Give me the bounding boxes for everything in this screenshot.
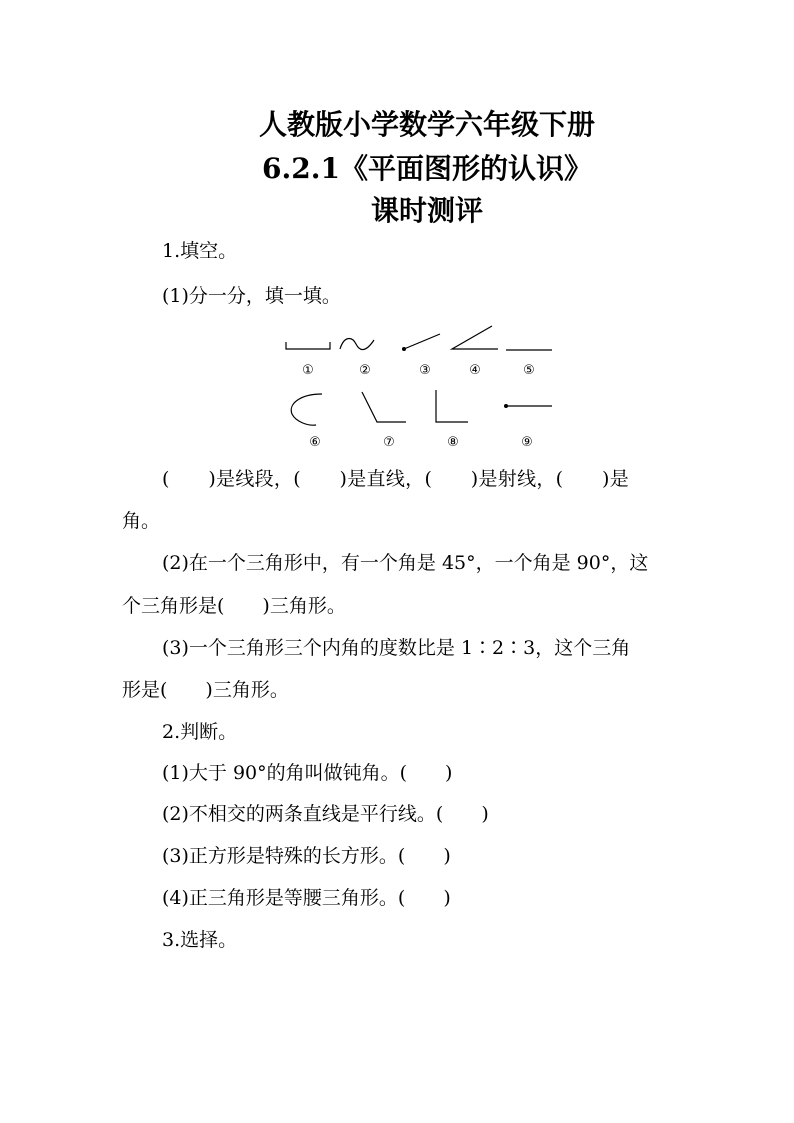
figure-label-3: ③ <box>419 363 431 378</box>
figure-dot-3 <box>402 347 406 351</box>
lesson-subtitle: 课时测评 <box>370 194 483 227</box>
q2-text: (2)在一个三角形中，有一个角是 45°，一个角是 90°，这 <box>162 552 649 574</box>
figure-label-9: ⑨ <box>521 435 533 450</box>
q1-blank-line: ( )是线段，( )是直线，( )是射线，( )是 <box>162 468 630 490</box>
document-title: 人教版小学数学六年级下册 <box>258 108 595 141</box>
figure-segment-1 <box>286 342 330 349</box>
figure-angle-7 <box>362 392 406 422</box>
q3-text-continued: 形是( )三角形。 <box>122 679 289 701</box>
judge-item-4: (4)正三角形是等腰三角形。( ) <box>162 887 451 909</box>
judge-item-3: (3)正方形是特殊的长方形。( ) <box>162 845 451 867</box>
section3-heading: 3.选择。 <box>162 929 238 951</box>
figure-ray-3 <box>404 334 440 349</box>
figure-dot-9 <box>504 404 508 408</box>
section1-heading: 1.填空。 <box>162 240 238 262</box>
figure-label-4: ④ <box>469 363 481 378</box>
judge-item-1: (1)大于 90°的角叫做钝角。( ) <box>162 762 453 784</box>
q1-prompt: (1)分一分，填一填。 <box>162 285 341 307</box>
judge-item-2: (2)不相交的两条直线是平行线。( ) <box>162 803 489 825</box>
figure-curve-2 <box>340 339 374 350</box>
q1-blank-line-continued: 角。 <box>122 510 161 532</box>
lesson-title: 6.2.1《平面图形的认识》 <box>262 152 592 185</box>
figure-label-5: ⑤ <box>523 363 535 378</box>
figure-angle-4 <box>452 326 498 349</box>
figure-label-7: ⑦ <box>383 435 395 450</box>
q2-text-continued: 个三角形是( )三角形。 <box>122 595 346 617</box>
geometry-figure <box>270 322 570 452</box>
section2-heading: 2.判断。 <box>162 721 238 743</box>
figure-label-8: ⑧ <box>447 435 459 450</box>
figure-label-2: ② <box>359 363 371 378</box>
figure-angle-8 <box>436 390 468 422</box>
figure-label-6: ⑥ <box>309 435 321 450</box>
q3-text: (3)一个三角形三个内角的度数比是 1∶2∶3，这个三角 <box>162 637 631 659</box>
figure-label-1: ① <box>302 363 314 378</box>
figure-curve-6 <box>291 394 322 425</box>
